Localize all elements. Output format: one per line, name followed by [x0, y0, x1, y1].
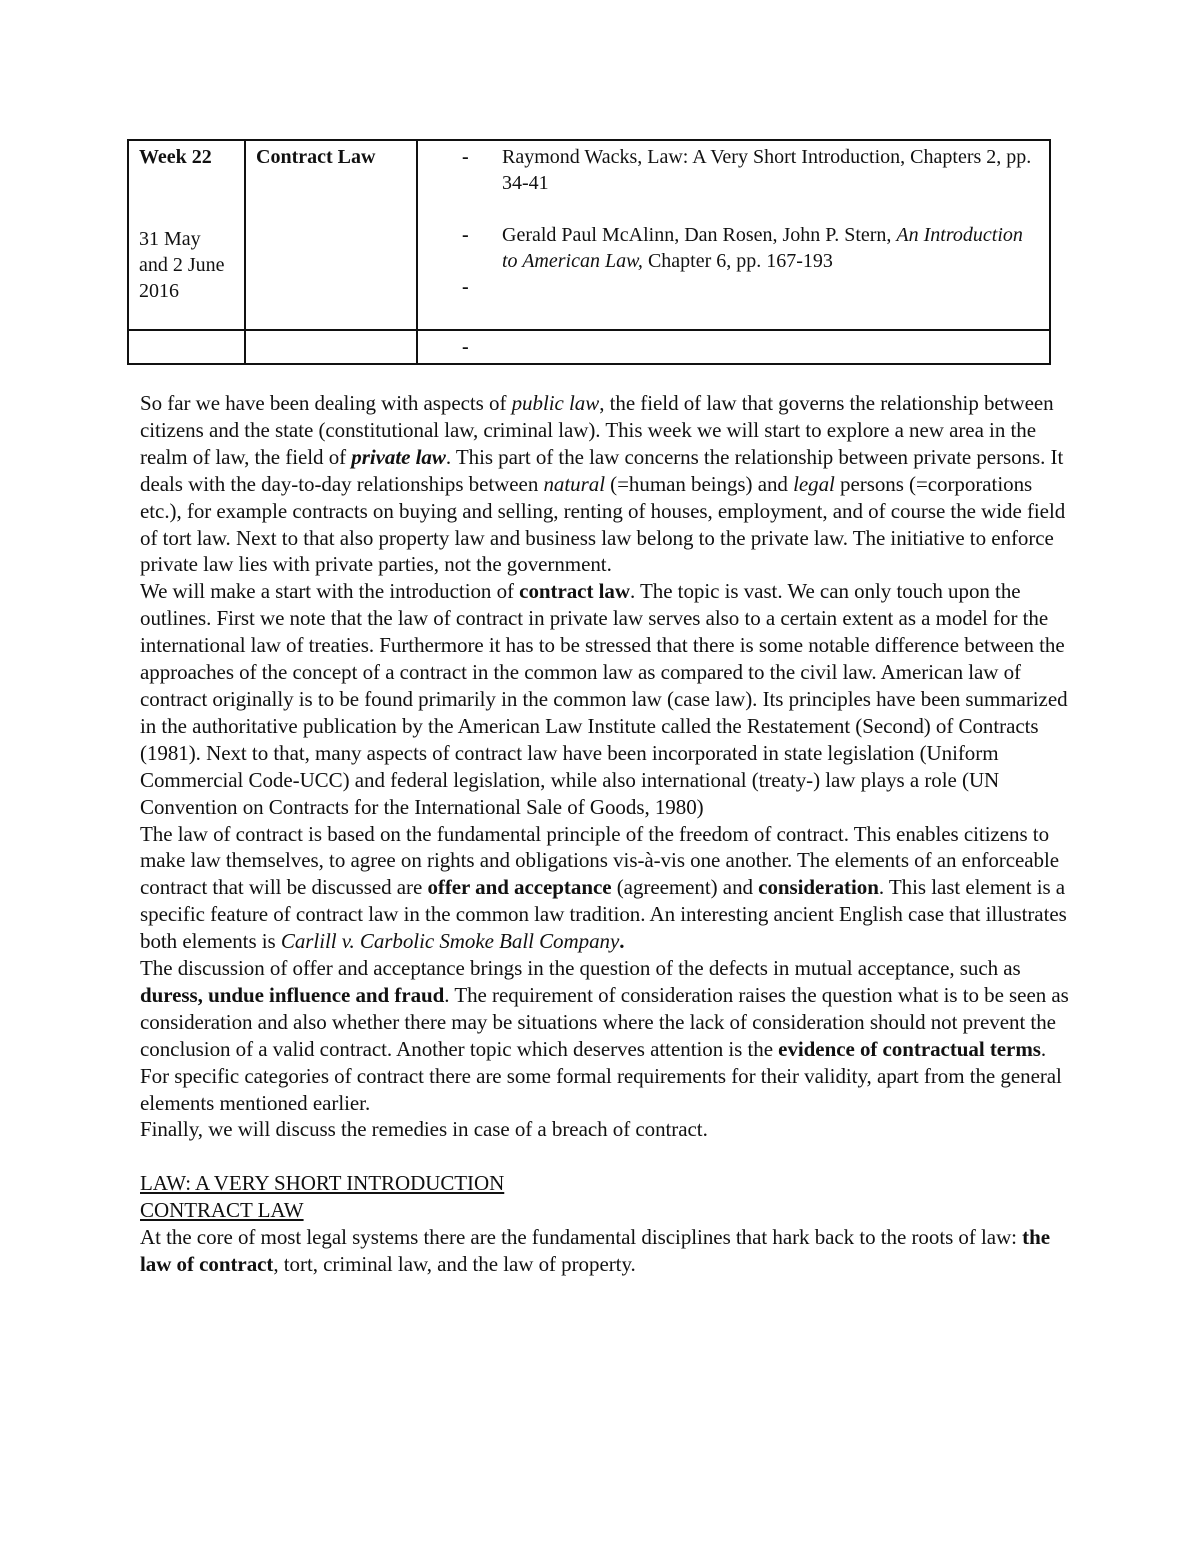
reading-book-title: An Introduction to American Law, — [502, 224, 1023, 272]
reading-chapter: Chapter 6, pp. 167-193 — [642, 250, 833, 272]
table-row — [128, 140, 1050, 330]
reading-authors: Gerald Paul McAlinn, Dan Rosen, John P. Stern, — [502, 224, 897, 246]
reading-text — [502, 222, 1039, 274]
reading-item — [462, 222, 1039, 274]
topic-cell — [245, 140, 417, 330]
reading-item-empty — [462, 274, 1039, 300]
readings-cell — [417, 140, 1050, 330]
bullet-dash: - — [462, 224, 469, 246]
section-subheading: CONTRACT LAW — [140, 1198, 304, 1223]
empty-cell — [245, 330, 417, 364]
empty-cell — [128, 330, 245, 364]
table-row — [128, 330, 1050, 364]
topic-label: Contract Law — [256, 146, 376, 168]
syllabus-table — [127, 139, 1051, 365]
bullet-dash: - — [462, 276, 469, 298]
reading-text: Raymond Wacks, Law: A Very Short Introduction, Chapters 2, pp. 34-41 — [502, 146, 1032, 194]
paragraph-core-disciplines: At the core of most legal systems there are the fundamental disciplines that hark back to the roots of law: the law of contract, tort, criminal law, and the law of property. — [140, 1225, 1051, 1276]
reading-item-empty — [462, 334, 1039, 360]
paragraph-contract-intro: We will make a start with the introduction of contract law. The topic is vast. We can only touch upon the outlines. First we note that the law of contract in private law serves also to a certain extent as a model for the international law of treaties. Furthermore it has to be stressed that there is some notable difference between the approaches of the concept of a contract in the common law as compared to the civil law. American law of contract originally is to be found primarily in the common law (case law). Its principles have been summarized in the authoritative publication by the American Law Institute called the Restatement (Second) of Contracts (1981). Next to that, many aspects of contract law have been incorporated in state legislation (Uniform Commercial Code-UCC) and federal legislation, while also international (treaty-) law plays a role (UN Convention on Contracts for the International Sale of Goods, 1980) — [140, 579, 1068, 819]
section-heading: LAW: A VERY SHORT INTRODUCTION — [140, 1171, 505, 1196]
bullet-dash: - — [462, 146, 469, 168]
paragraph-defects: The discussion of offer and acceptance brings in the question of the defects in mutual acceptance, such as duress, undue influence and fraud. The requirement of consideration raises the question what is to be seen as consideration and also whether there may be situations where the lack of consideration should not prevent the conclusion of a valid contract. Another topic which deserves attention is the evidence of contractual terms. For specific categories of contract there are some formal requirements for their validity, apart from the general elements mentioned earlier. — [140, 956, 1069, 1115]
paragraph-remedies: Finally, we will discuss the remedies in case of a breach of contract. — [140, 1117, 708, 1142]
week-label: Week 22 — [139, 146, 212, 168]
paragraph-freedom-of-contract: The law of contract is based on the fundamental principle of the freedom of contract. This enables citizens to make law themselves, to agree on rights and obligations vis-à-vis one another. The elements of an enforceable contract that will be discussed are offer and acceptance (agreement) and consideration. This last element is a specific feature of contract law in the common law tradition. An interesting ancient English case that illustrates both elements is Carlill v. Carbolic Smoke Ball Company. — [140, 821, 1067, 954]
paragraph-private-law: So far we have been dealing with aspects of public law, the field of law that governs the relationship between citizens and the state (constitutional law, criminal law). This week we will start to explore a new area in the realm of law, the field of private law. This part of the law concerns the relationship between private persons. It deals with the day-to-day relationships between natural (=human beings) and legal persons (=corporations etc.), for example contracts on buying and selling, renting of houses, employment, and of course the wide field of tort law. Next to that also property law and business law belong to the private law. The initiative to enforce private law lies with private parties, not the government. — [140, 391, 1066, 577]
reading-item — [462, 144, 1039, 196]
week-cell — [128, 140, 245, 330]
readings-cell — [417, 330, 1050, 364]
bullet-dash: - — [462, 336, 469, 358]
week-date: 31 May and 2 June 2016 — [139, 228, 225, 302]
body-text — [140, 390, 1070, 1278]
